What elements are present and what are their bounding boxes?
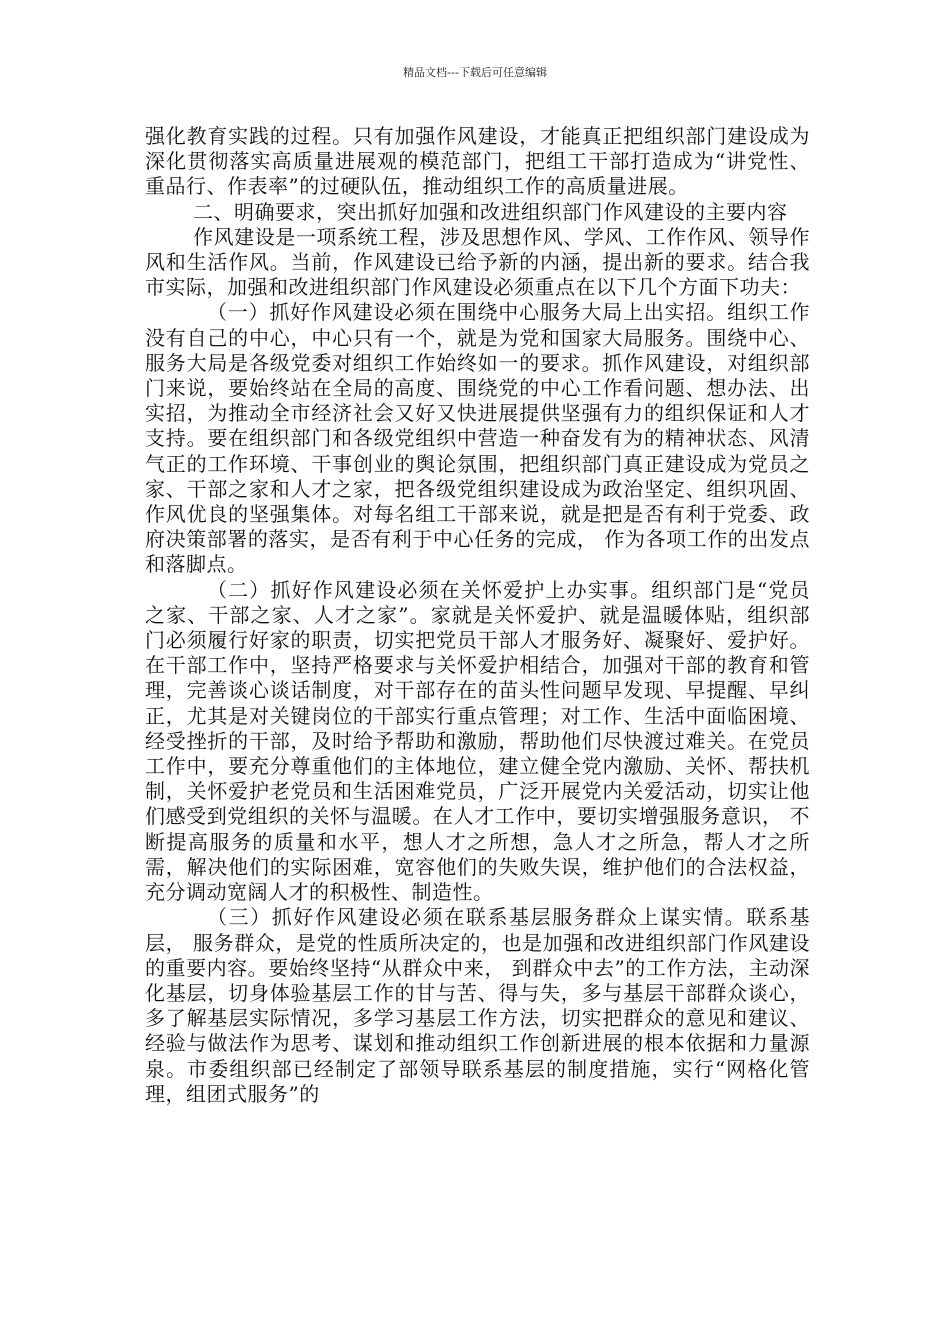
paragraph-point-1: （一）抓好作风建设必须在围绕中心服务大局上出实招。组织工作没有自己的中心，中心只有一个，就是为党和国家大局服务。围绕中心、服务大局是各级党委对组织工作始终如一的要求。抓作风建设，对组织部门来说，要始终站在全局的高度、围绕党的中心工作看问题、想办法、出实招，为推动全市经济社会又好又快进展提供坚强有力的组织保证和人才支持。要在组织部门和各级党组织中营造一种奋发有为的精神状态、风清气正的工作环境、干事创业的舆论氛围，把组织部门真正建设成为党员之家、干部之家和人才之家，把各级党组织建设成为政治坚定、组织巩固、作风优良的坚强集体。对每名组工干部来说，就是把是否有利于党委、政府决策部署的落实，是否有利于中心任务的完成， 作为各项工作的出发点和落脚点。: [145, 300, 810, 577]
paragraph-intro: 作风建设是一项系统工程，涉及思想作风、学风、工作作风、领导作风和生活作风。当前，作风建设已给予新的内涵，提出新的要求。结合我市实际，加强和改进组织部门作风建设必须重点在以下几个方面下功夫：: [145, 224, 810, 300]
paragraph-continuation: 强化教育实践的过程。只有加强作风建设，才能真正把组织部门建设成为深化贯彻落实高质量进展观的模范部门，把组工干部打造成为“讲党性、重品行、作表率”的过硬队伍，推动组织工作的高质量进展。: [145, 124, 810, 199]
paragraph-point-3: （三）抓好作风建设必须在联系基层服务群众上谋实情。联系基层， 服务群众，是党的性质所决定的，也是加强和改进组织部门作风建设的重要内容。要始终坚持“从群众中来， 到群众中去”的工作方法，主动深化基层，切身体验基层工作的甘与苦、得与失，多与基层干部群众谈心，多了解基层实际情况，多学习基层工作方法，切实把群众的意见和建议、经验与做法作为思考、谋划和推动组织工作创新进展的根本依据和力量源泉。市委组织部已经制定了部领导联系基层的制度措施，实行“网格化管理，组团式服务”的: [145, 905, 810, 1106]
document-body: [145, 124, 810, 1107]
section-heading: 二、明确要求，突出抓好加强和改进组织部门作风建设的主要内容: [193, 199, 788, 224]
paragraph-point-2: （二）抓好作风建设必须在关怀爱护上办实事。组织部门是“党员之家、干部之家、人才之家”。家就是关怀爱护、就是温暖体贴，组织部门必须履行好家的职责，切实把党员干部人才服务好、凝聚好、爱护好。在干部工作中，坚持严格要求与关怀爱护相结合，加强对干部的教育和管理，完善谈心谈话制度，对干部存在的苗头性问题早发现、早提醒、早纠正，尤其是对关键岗位的干部实行重点管理；对工作、生活中面临困境、经受挫折的干部，及时给予帮助和激励，帮助他们尽快渡过难关。在党员工作中，要充分尊重他们的主体地位，建立健全党内激励、关怀、帮扶机制，关怀爱护老党员和生活困难党员，广泛开展党内关爱活动，切实让他们感受到党组织的关怀与温暖。在人才工作中，要切实增强服务意识， 不断提高服务的质量和水平，想人才之所想，急人才之所急，帮人才之所需，解决他们的实际困难，宽容他们的失败失误，维护他们的合法权益，充分调动宽阔人才的积极性、制造性。: [145, 577, 810, 905]
page-header: 精品文档---下载后可任意编辑: [403, 66, 547, 79]
